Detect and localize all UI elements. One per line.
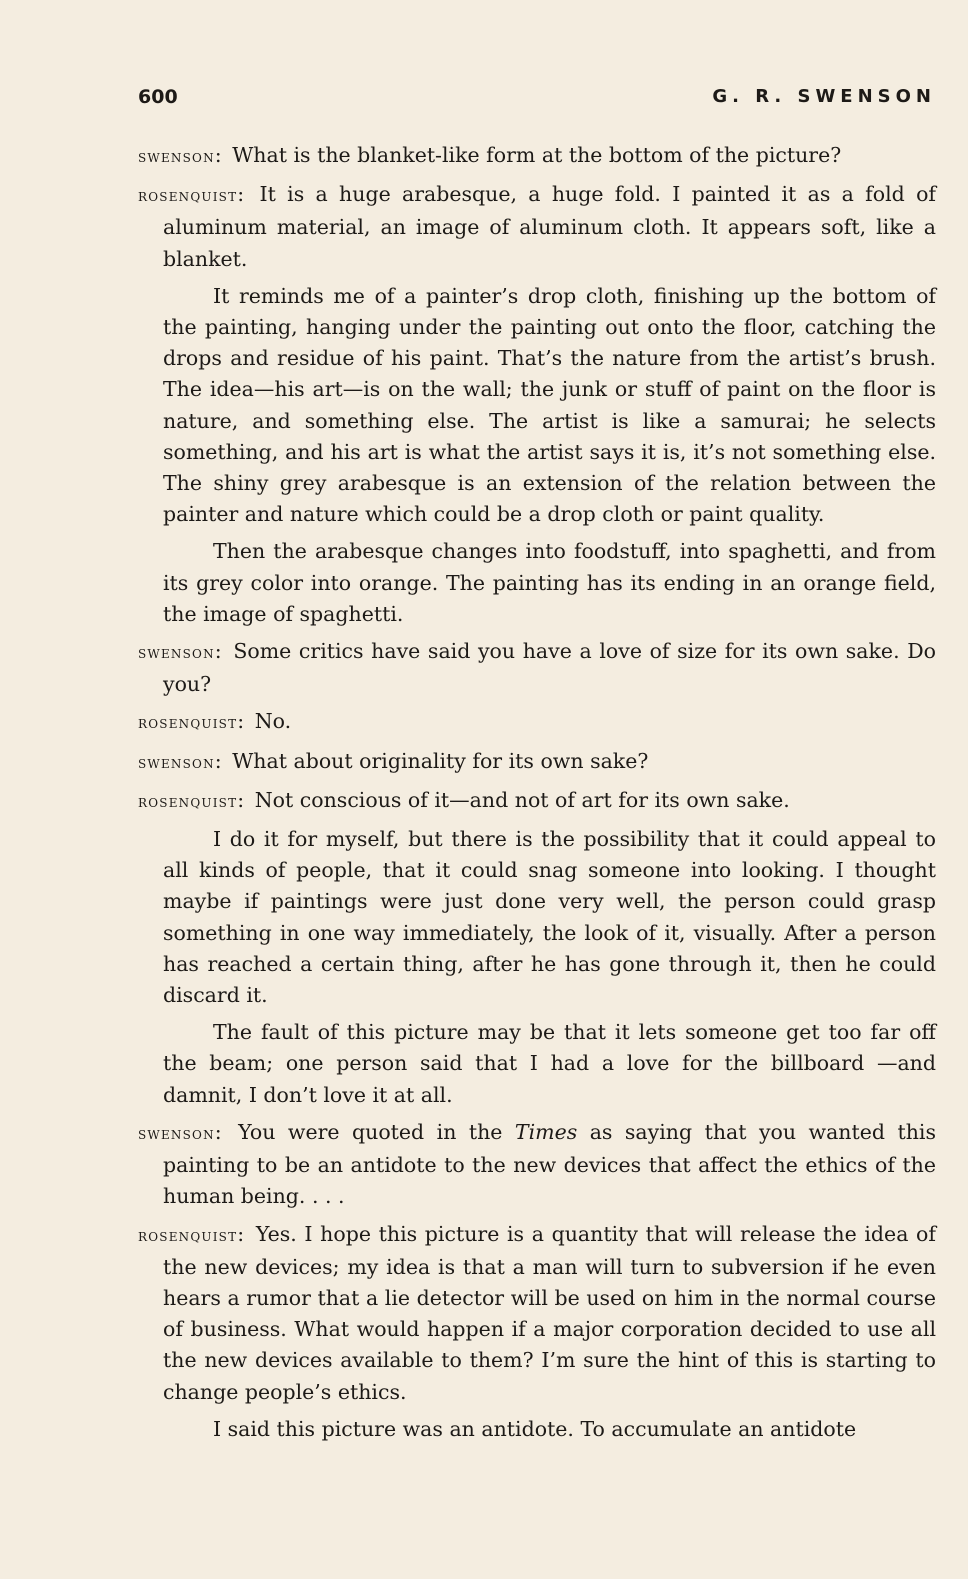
continuation-paragraph: The fault of this picture may be that it lets someone get too far off the beam; one person said that I had a love for the billboard —and damnit, I don’t love it at all. xyxy=(163,1020,936,1107)
italic-title: Times xyxy=(514,1119,578,1144)
dialogue-paragraph: rosenquist: It is a huge arabesque, a huge fold. I painted it as a fold of aluminum material, an image of aluminum cloth. It appears soft, like a blanket. xyxy=(138,182,936,271)
dialogue-paragraph: swenson: Some critics have said you have a love of size for its own sake. Do you? xyxy=(138,639,936,697)
paragraph-text: No. xyxy=(254,709,292,734)
speaker-label: swenson xyxy=(138,1123,215,1144)
dialogue-paragraph: rosenquist: No. xyxy=(138,709,292,734)
dialogue-paragraph: swenson: What about originality for its own sake? xyxy=(138,748,649,773)
speaker-label: rosenquist xyxy=(138,186,238,207)
speaker-label: rosenquist xyxy=(138,1225,238,1246)
paragraph-text: What about originality for its own sake? xyxy=(232,748,649,773)
paragraph-text: Yes. I hope this picture is a quantity that will release the idea of the new devices; my idea is that a man will turn to subversion if he even hears a rumor that a lie detector will be used on him in the normal course of business. What would happen if a major corporation decided to use all the new devices available to them? I’m sure the hint of this is starting to change people’s ethics. xyxy=(163,1221,936,1404)
speaker-label: rosenquist xyxy=(138,713,238,734)
paragraph-text: Some critics have said you have a love of size for its own sake. Do you? xyxy=(163,639,936,697)
dialogue-paragraph: swenson: What is the blanket-like form at the bottom of the picture? xyxy=(138,143,842,167)
dialogue-paragraph: swenson: You were quoted in the Times as saying that you wanted this painting to be an antidote to the new devices that affect the ethics of the human being. . . . xyxy=(138,1119,936,1209)
dialogue-paragraph: rosenquist: Not conscious of it—and not of art for its own sake. xyxy=(138,787,790,812)
dialogue-paragraph: rosenquist: Yes. I hope this picture is a quantity that will release the idea of the new devices; my idea is that a man will turn to subversion if he even hears a rumor that a lie detector will be used on him in the normal course of business. What would happen if a major corporation decided to use all the new devices available to them? I’m sure the hint of this is starting to change people’s ethics. xyxy=(138,1221,936,1404)
paragraph-text: It is a huge arabesque, a huge fold. I painted it as a fold of aluminum material, an image of aluminum cloth. It appears soft, like a blanket. xyxy=(163,182,936,271)
running-head: G. R. SWENSON xyxy=(712,86,936,107)
page-body xyxy=(138,140,936,1451)
continuation-paragraph: It reminds me of a painter’s drop cloth, finishing up the bottom of the painting, hanging under the painting out onto the floor, catching the drops and residue of his paint. That’s the nature from the artist’s brush. The idea—his art—is on the wall; the junk or stuff of paint on the floor is nature, and something else. The artist is like a samurai; he selects something, and his art is what the artist says it is, it’s not something else. The shiny grey arabesque is an extension of the relation between the painter and nature which could be a drop cloth or paint quality. xyxy=(163,283,936,527)
paragraph-text: You were quoted in the xyxy=(238,1119,515,1144)
paragraph-text: What is the blanket-like form at the bottom of the picture? xyxy=(232,143,842,167)
speaker-label: rosenquist xyxy=(138,791,238,812)
page-header xyxy=(138,86,936,116)
continuation-paragraph: Then the arabesque changes into foodstuff, into spaghetti, and from its grey color into orange. The painting has its ending in an orange field, the image of spaghetti. xyxy=(163,539,936,626)
page-number: 600 xyxy=(138,86,178,108)
paragraph-text: Not conscious of it—and not of art for its own sake. xyxy=(254,787,790,812)
continuation-paragraph: I said this picture was an antidote. To accumulate an antidote xyxy=(213,1416,857,1441)
speaker-label: swenson xyxy=(138,643,215,664)
speaker-label: swenson xyxy=(138,147,215,167)
paragraph-text: as saying that you wanted this painting to be an antidote to the new devices that affect the ethics of the human being. . . . xyxy=(163,1119,936,1209)
continuation-paragraph: I do it for myself, but there is the possibility that it could appeal to all kinds of people, that it could snag someone into looking. I thought maybe if paintings were just done very well, the person could grasp something in one way immediately, the look of it, visually. After a person has reached a certain thing, after he has gone through it, then he could discard it. xyxy=(163,827,936,1008)
speaker-label: swenson xyxy=(138,752,215,773)
